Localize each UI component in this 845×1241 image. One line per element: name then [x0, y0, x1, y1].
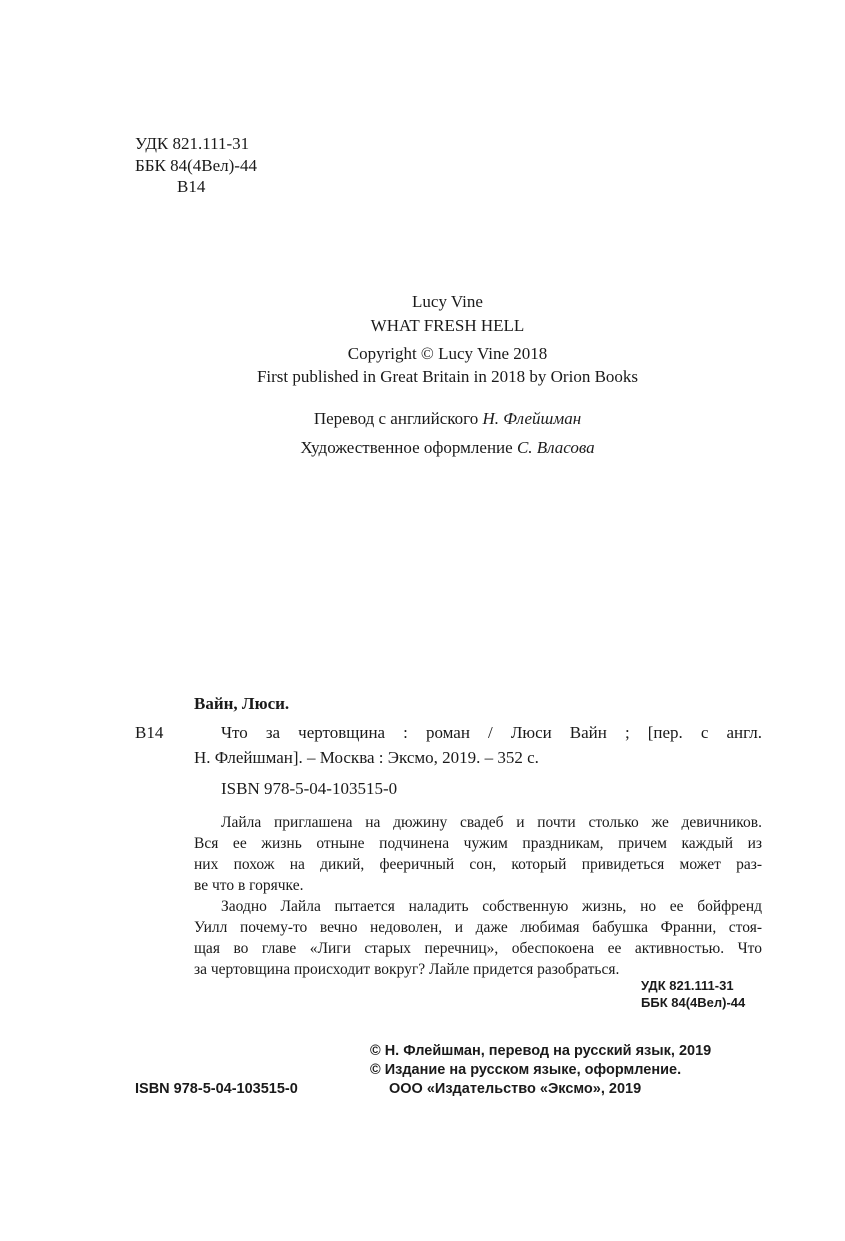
annotation-p1-line: Вся ее жизнь отныне подчинена чужим праздникам, причем каждый из: [194, 835, 762, 852]
original-publication: First published in Great Britain in 2018 by Orion Books: [256, 367, 639, 386]
original-copyright: Copyright © Lucy Vine 2018: [347, 344, 548, 363]
bbk-code-top: ББК 84(4Вел)-44: [135, 156, 257, 175]
annotation-p2-line: Заодно Лайла пытается наладить собственную жизнь, но ее бойфренд: [221, 898, 762, 915]
design-credit: [0, 437, 845, 459]
designer-name: С. Власова: [516, 438, 595, 457]
copyright-publisher: ООО «Издательство «Эксмо», 2019: [389, 1081, 642, 1097]
translation-credit: [0, 408, 845, 430]
original-title: WHAT FRESH HELL: [370, 316, 525, 335]
isbn-bottom: ISBN 978-5-04-103515-0: [135, 1081, 298, 1097]
translator-name: Н. Флейшман: [482, 409, 582, 428]
udk-code-top: УДК 821.111-31: [135, 134, 250, 153]
catalog-author-heading: Вайн, Люси.: [194, 694, 290, 713]
annotation-p2-line: щая во главе «Лиги старых перечниц», обеспокоена ее активностью. Что: [194, 940, 762, 957]
annotation: [194, 812, 762, 980]
copyright-edition: © Издание на русском языке, оформление.: [370, 1062, 682, 1078]
catalog-isbn: ISBN 978-5-04-103515-0: [221, 779, 398, 798]
annotation-p2-line: за чертовщина происходит вокруг? Лайле придется разобраться.: [194, 961, 620, 978]
annotation-p1-line: ве что в горячке.: [194, 877, 304, 894]
translation-label: Перевод с английского: [313, 409, 479, 428]
annotation-p1-line: Лайла приглашена на дюжину свадеб и почти столько же девичников.: [221, 814, 762, 831]
original-author: Lucy Vine: [412, 292, 483, 311]
annotation-p1-line: них похож на дикий, фееричный сон, который привидеться может раз-: [194, 856, 762, 873]
design-label: Художественное оформление: [300, 438, 513, 457]
catalog-description-line1: Что за чертовщина : роман / Люси Вайн ; [пер. с англ.: [221, 723, 762, 742]
catalog-description-line2: Н. Флейшман]. – Москва : Эксмо, 2019. – 352 с.: [194, 748, 539, 767]
copyright-translation: © Н. Флейшман, перевод на русский язык, 2019: [370, 1043, 712, 1059]
author-mark-top: В14: [177, 177, 206, 196]
annotation-p2-line: Уилл почему-то вечно недоволен, и даже любимая бабушка Франни, стоя-: [194, 919, 762, 936]
catalog-author-mark: В14: [135, 723, 164, 742]
udk-code-bottom: УДК 821.111-31: [641, 978, 734, 993]
bbk-code-bottom: ББК 84(4Вел)-44: [641, 995, 746, 1010]
